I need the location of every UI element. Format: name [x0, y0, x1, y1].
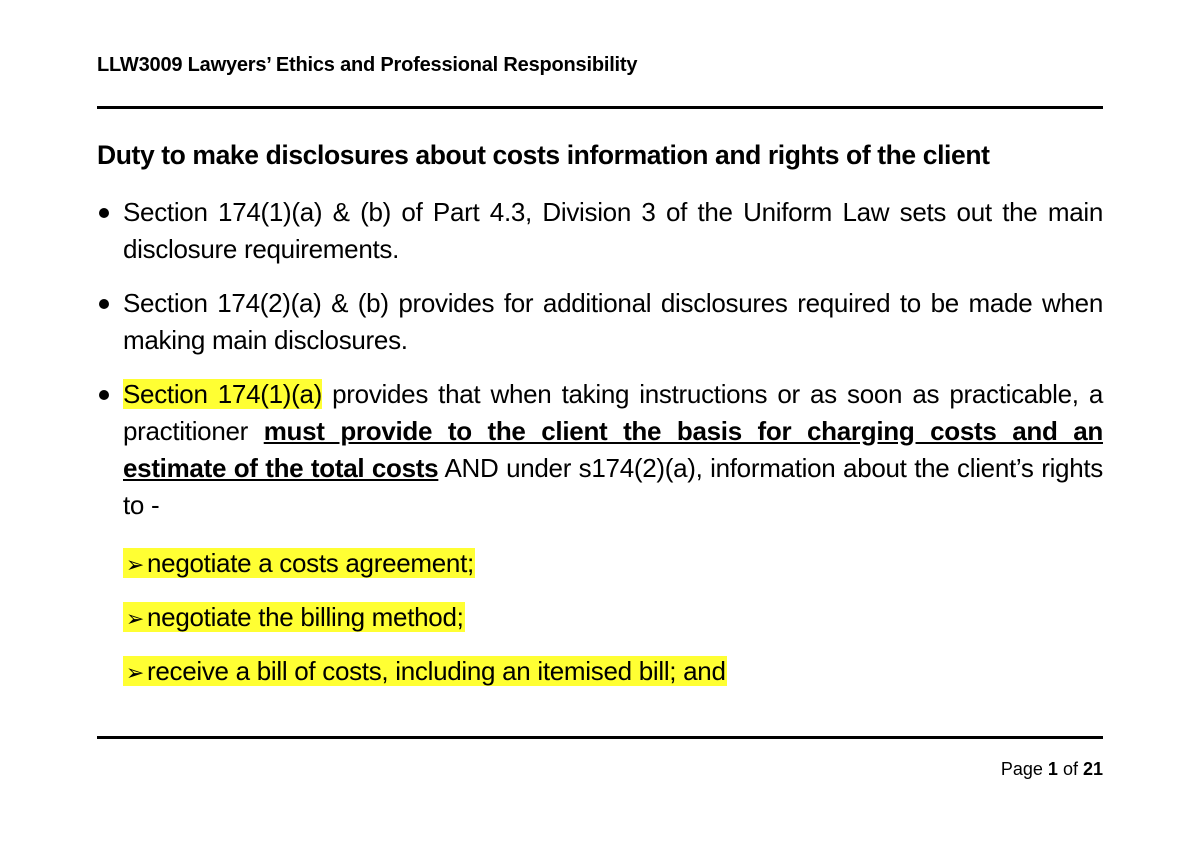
header-divider — [97, 106, 1103, 109]
section-heading: Duty to make disclosures about costs information and rights of the client — [97, 140, 990, 170]
bullet-item-2 — [97, 285, 1103, 359]
page-current: 1 — [1047, 759, 1058, 779]
document-header-title: LLW3009 Lawyers’ Ethics and Professional Responsibility — [97, 54, 638, 76]
sub-item-text: negotiate a costs agreement; — [147, 548, 474, 578]
bullet-item-3 — [97, 376, 1103, 524]
bullet-text-3a: provides that when taking instructions or as soon as practicable, a practitioner — [123, 379, 1103, 446]
sub-list-item — [123, 653, 727, 690]
emphasized-obligation: must provide to the client the basis for charging costs and an estimate of the total costs — [123, 416, 1103, 483]
arrow-bullet-icon: ➢ — [125, 660, 145, 685]
bullet-item-1 — [97, 194, 1103, 268]
page-label: Page — [1000, 759, 1043, 779]
footer-divider — [97, 736, 1103, 739]
bullet-dot-icon — [99, 299, 109, 309]
bullet-text-2: Section 174(2)(a) & (b) provides for additional disclosures required to be made when making main disclosures. — [123, 288, 1103, 355]
arrow-bullet-icon: ➢ — [125, 552, 145, 577]
sub-item-text: receive a bill of costs, including an itemised bill; and — [147, 656, 726, 686]
sub-list-item — [123, 599, 727, 636]
sub-item-text: negotiate the billing method; — [147, 602, 464, 632]
highlighted-section-ref: Section 174(1)(a) — [123, 379, 322, 409]
bullet-dot-icon — [99, 390, 109, 400]
bullet-text-3b: AND under s174(2)(a), information about the client’s rights to - — [123, 453, 1104, 520]
page-number — [1001, 759, 1103, 780]
bullet-dot-icon — [99, 208, 109, 218]
rights-sub-list — [123, 545, 727, 707]
bullet-text-1: Section 174(1)(a) & (b) of Part 4.3, Division 3 of the Uniform Law sets out the main disclosure requirements. — [123, 197, 1103, 264]
page-total: 21 — [1082, 759, 1103, 779]
bullet-list — [97, 194, 1103, 541]
sub-list-item — [123, 545, 727, 582]
arrow-bullet-icon: ➢ — [125, 606, 145, 631]
of-label: of — [1062, 759, 1078, 779]
